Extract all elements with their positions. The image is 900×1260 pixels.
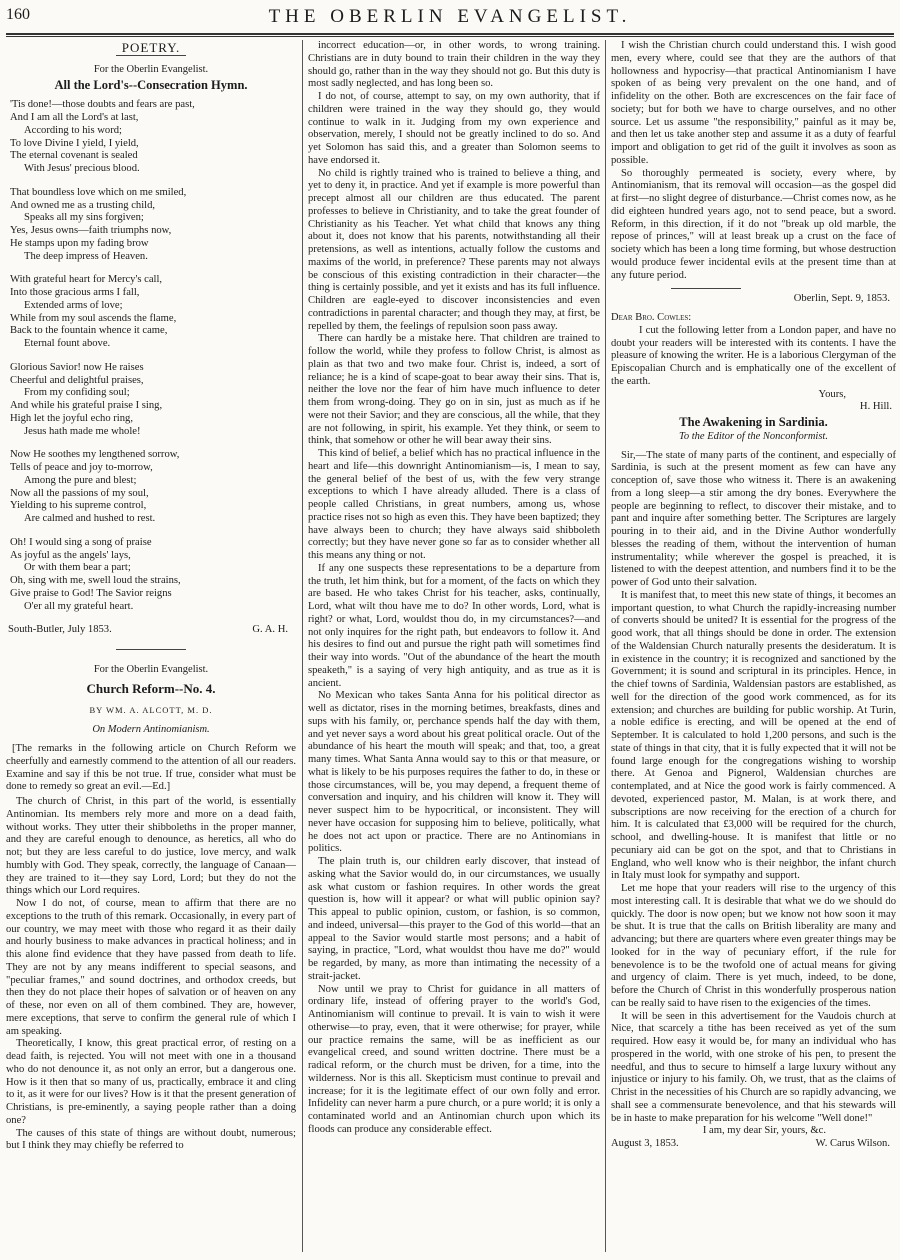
paragraph: It will be seen in this advertisement for the Vaudois church at Nice, that scarcely a tithe has been received as yet of the sum required. How easy it would be, for many an individual who has prospered in the world, with one stroke of his pen, to present the needful, and thus to secure to himself a large luxury without any injustice or injury to his family. Oh, we trust, that as the claims of Christ in the necessities of his Church are so rapidly advancing, we shall see a commensurate benevolence, and that his stewards will be in haste to make preparation for his welcome "Well done!" (611, 1010, 896, 1124)
poem-line: Back to the fountain whence it came, (10, 325, 168, 337)
poem-line: Speaks all my sins forgiven; (24, 212, 144, 224)
column-rule-1 (302, 40, 303, 1252)
poem-line: Glorious Savior! now He raises (10, 361, 144, 373)
essay-conclusion (611, 40, 896, 282)
paragraph: Now I do not, of course, mean to affirm that there are no exceptions to the truth of this remark. Occasionally, in every part of our country, we may meet with those who regard it as their daily and hourly business to make advances in practical holiness; and in this alone find evidence that they have passed from death to life. They are not by any means indifferent to special seasons, and "peculiar frames," and sound doctrines, and orthodox creeds, but then they do not place their hopes of salvation or of heaven on any of these, nor even on all of them combined. They are, however, mere exceptions, that serve to confirm the general rule of which I am speaking. (6, 898, 296, 1037)
poem-line: Are calmed and hushed to rest. (24, 513, 156, 524)
poem-stanza (6, 362, 296, 439)
poem-line: Oh! I would sing a song of praise (10, 536, 152, 548)
article-title: Church Reform--No. 4. (86, 680, 216, 696)
poem-line: Eternal fount above. (24, 338, 111, 349)
paragraph: Let me hope that your readers will rise to the urgency of this most interesting call. It is desirable that what we do we should do quickly. The door is now open; but we know not how soon it may be shut. It is true that the calls on British liberality are many and advancing; but there are quarters where even greater things may be looked for in the way of pecuniary effort, if the rule for benevolence is to be the twofold one of actual means for giving and urgency of claim. There is yet much, indeed, to be done, before the Church of Christ in this wonderfully prosperous nation can be really said to have risen to the exigencies of the times. (611, 883, 896, 1009)
paragraph: The causes of this state of things are without doubt, numerous; but I think they may chiefly be referred to (6, 1127, 296, 1152)
poem-line: O'er all my grateful heart. (24, 600, 134, 612)
sardinia-body (611, 450, 896, 1126)
poem-line: Or with them bear a part; (24, 562, 131, 574)
page-number: 160 (6, 6, 30, 23)
poem-line: The deep impress of Heaven. (24, 250, 148, 262)
salutation: Dear Bro. Cowles: (611, 312, 692, 323)
paragraph: The church of Christ, in this part of the world, is essentially Antinomian. Its members rely more and more on a dead faith, without works. They utter their shibboleths in the proper manner, and they are careful enough to denounce, as heretics, all who do not; but they are less careful to do justice, love mercy, and walk humbly with God. They speak, correctly, the language of Canaan—they are trained to it—they say Lord, Lord; but they do not the things which our Lord requires. (6, 796, 296, 897)
masthead (0, 0, 900, 36)
paragraph: I do not, of course, attempt to say, on my own authority, that if children were trained in the way they should go, they would continue to walk in it. Judging from my own experience and observation, merely, I should not be greatly inclined to do so. And yet Solomon has said this, and a greater than Solomon seems to have endorsed it. (308, 91, 600, 166)
poetry-heading: POETRY. (6, 42, 296, 55)
paragraph: There can hardly be a mistake here. That children are trained to follow the world, while they profess to follow Christ, is almost as plain as that two and two make four. Christ is, indeed, a sort of reliance; he is a kind of scape-goat to bear away their sins. That is, neither the love nor the fear of him have much influence to deter them from wrong-doing. They go on in sin, just as much as if he were not their Savior; and they are conscious, all the while, that they are not following, in spirit, his example. Yet they think, or seem to think, that somehow or other he will bear away their sins. (308, 333, 600, 447)
poem-place: South-Butler, July 1853. (8, 624, 112, 636)
journal-title: THE OBERLIN EVANGELIST. (268, 6, 632, 27)
column-1 (6, 40, 296, 1252)
paragraph: Theoretically, I know, this great practical error, of resting on a dead faith, is rejected. You will not meet with one in a thousand who do not denounce it, as not only an error, but a dangerous one. How is it then that so many of us, practically, embrace it and cling to it, as it were for our lives? How is it that the present generation of Christians, is pre-eminently, a saying people rather than a doing one? (6, 1038, 296, 1126)
poem-line: While from my soul ascends the flame, (10, 312, 177, 324)
poem-line: And while his grateful praise I sing, (10, 400, 163, 411)
poem-line: As joyful as the angels' lays, (10, 549, 131, 561)
paragraph: No child is rightly trained who is trained to believe a thing, and yet to deny it, in practice. And yet if example is more powerful than precept almost all our children are thus educated. The parent professes to believe in Christianity, and to take the great founder of Christianity as his Teacher. Yet what child that knows any thing about it, does not know that his parents, notwithstanding all their pretensions, as well as intentions, actually follow the customs and maxims of the world, in preference? These parents may not always be conscious of this existing contradiction in their character—the thing is certainly possible, and yet it exists and has its full influence. Children are eagle-eyed to discover inconsistencies and even contradictions in parental character; and though they may, at first, be repelled by them, the feelings of repulsion soon pass away. (308, 167, 600, 332)
poem-line: 'Tis done!—those doubts and fears are past, (10, 99, 195, 111)
letter-date: Oberlin, Sept. 9, 1853. (793, 293, 890, 305)
poem-line: And I am all the Lord's at last, (10, 112, 139, 123)
column-2 (308, 40, 600, 1252)
poem-stanza (6, 187, 296, 264)
poem (6, 99, 296, 613)
poem-line: High let the joyful echo ring, (10, 412, 133, 424)
poem-line: Now He soothes my lengthened sorrow, (10, 449, 180, 461)
paragraph: If any one suspects these representations to be a departure from the truth, let him think, but for a moment, of the facts on which they are based. He who takes Christ for his teacher, asks, continually, Lord, what wilt thou have me to do? In other words, Lord, what is right? or what, Lord, wouldst thou do, in my circumstances?—and not only inquires for the right path, but endeavors to follow it. And his desires to find out and pursue the right path will sometimes find their way into words. "Out of the abundance of the heart the mouth speaketh," is a saying of very high antiquity, and as true as it is ancient. (308, 562, 600, 689)
article-footer (611, 1138, 896, 1151)
poem-line: To love Divine I yield, I yield, (10, 137, 139, 149)
byline: BY WM. A. ALCOTT, M. D. (89, 704, 213, 715)
poem-line: And owned me as a trusting child, (10, 199, 156, 211)
poem-signature (6, 624, 296, 637)
column-3 (611, 40, 896, 1252)
paragraph: incorrect education—or, in other words, to wrong training. Christians are in duty bound to train their children in the way they should go, rather than in the way they should not go. But this duty is most sadly neglected, and has long been so. (308, 40, 600, 90)
poem-line: That boundless love which on me smiled, (10, 186, 187, 198)
poem-line: He stamps upon my fading brow (10, 237, 149, 249)
paragraph: The plain truth is, our children early discover, that instead of asking what the Savior would do, in our circumstances, we usually ask what custom or fashion requires. In other words the great question is, how will it appear? or what will public opinion say? This appeal to public opinion, custom, or fashion, is so common, and indeed, universal—this prayer to the God of this world—that an appeal to the Savior would startle most persons; and a habit of saying, in practice, "Lord, what wouldst thou have me do?" would be regarded, by many, as more than intimating the necessity of a strait-jacket. (308, 856, 600, 982)
poem-line: The eternal covenant is sealed (10, 150, 138, 162)
poem-stanza (6, 99, 296, 176)
poem-line: Tells of peace and joy to-morrow, (10, 462, 153, 473)
article-closing: I am, my dear Sir, yours, &c. (702, 1125, 826, 1137)
poem-title: All the Lord's--Consecration Hymn. (54, 77, 248, 92)
poem-line: Yielding to his supreme control, (10, 500, 147, 512)
paragraph: So thoroughly permeated is society, every where, by Antinomianism, that its removal will occasion—as the gospel did at first—no slight degree of disturbance.—Christ comes now, as he did eighteen hundred years ago, not to send peace, but a sword. Reform, in this direction, if it do not "break up old marble, the repose of princes," will at least break up a crust on the face of society which has been a long time forming, but whose destruction would produce fewer incidental evils at the present time than at any future period. (611, 167, 896, 281)
masthead-rule (6, 33, 894, 37)
poem-line: Now all the passions of my soul, (10, 487, 149, 499)
poem-line: With grateful heart for Mercy's call, (10, 274, 163, 286)
poem-line: Oh, sing with me, swell loud the strains, (10, 575, 181, 586)
paragraph: This kind of belief, a belief which has no practical influence in the heart and life—this downright Antinomianism—is, I mean to say, the general belief of the best of us, with the few very strange exceptions to which I have already alluded. There is a class of people called Christians, in great numbers, among us, whose practice rises not so high as even this. They have been baptized; they have always been to church; they have always said shibboleth correctly; but they have never gone so far as to consider whether all this means any thing or not. (308, 448, 600, 561)
poem-line: Into those gracious arms I fall, (10, 287, 140, 298)
sardinia-subtitle: To the Editor of the Nonconformist. (679, 430, 828, 442)
poem-stanza (6, 274, 296, 351)
article-subtitle: On Modern Antinomianism. (92, 724, 210, 736)
poem-line: With Jesus' precious blood. (24, 163, 140, 174)
poem-line: Extended arms of love; (24, 299, 123, 311)
letter-body: I cut the following letter from a London paper, and have no doubt your readers will be interested with its contents. I have the pleasure of knowing the writer. He is a laborious Clergyman of the Episcopalian Church and is emphatically one of the excellent of the earth. (611, 324, 896, 387)
article-credit: For the Oberlin Evangelist. (93, 664, 209, 675)
paragraph: Now until we pray to Christ for guidance in all matters of ordinary life, instead of offering prayer to the world's God, Antinomianism will continue to prevail. It is vain to wish it were otherwise—to pray, even, that it were otherwise; for prayer, while our practice remains the same, will be as inefficient as our evangelical creed, and sound written doctrine. There must be a radical reform, or the church must be driven, for a time, into the wilderness. Nor is this all. Skepticism must continue to prevail and increase; for it is the legitimate effect of our own folly and error. Infidelity can never harm a pure church, or a pure world; it is only a contaminated world and an Antinomian church upon which its floods can produce any considerable effect. (308, 983, 600, 1135)
paragraph: Sir,—The state of many parts of the continent, and especially of Sardinia, is such at the present moment as few can have any conception of, save those who witness it. There is an awakening from a long sleep—a stir among the dry bones. Everywhere the people are beginning to reflect, to discover their mistake, and to pant and inquire after something better. The Scriptures are largely pouring in to their aid, and in the Divine Author wonderfully blesses the reading of them, without the intervention of human instrumentality; while wherever the gospel is preached, it is listened to with the deepest attention, and numbers find it to be the power of God unto their salvation. (611, 449, 896, 588)
divider (671, 288, 741, 289)
poem-credit: For the Oberlin Evangelist. (93, 63, 209, 75)
poem-stanza (6, 449, 296, 526)
poem-line: According to his word; (24, 124, 122, 136)
paragraph: I wish the Christian church could understand this. I wish good men, every where, could see that they are the authors of that hollowness and hypocrisy—that practical Antinomianism I have spoken of as being very prevalent on the one hand, and of infidelity on the other. Both are excrescences on the fair face of society; but for both we have to charge ourselves, and no other source. Let us assume "the responsibility," painful as it may be, and then let us take another step and assume it as a duty of fearful import and obligation to get rid of the guilt it involves as soon as possible. (611, 40, 896, 166)
poem-line: Give praise to God! The Savior reigns (10, 587, 172, 599)
editor-note: [The remarks in the following article on Church Reform we cheerfully and earnestly commend to the attention of all our readers. Examine and say if this be not true. If true, consider what must be done to remedy so great an evil.—Ed.] (6, 743, 296, 793)
divider (116, 649, 186, 650)
poem-line: Among the pure and blest; (24, 474, 137, 486)
poem-line: Jesus hath made me whole! (24, 425, 141, 437)
column-rule-2 (605, 40, 606, 1252)
paragraph: It is manifest that, to meet this new state of things, it becomes an important question, to what Church the rapidly-increasing number of converts should be united? It is essential for the progress of the good work, that all things should be done in order. The extension of the Waldensian Church naturally presents the desideratum. It is in existence in the country; it is recognized and sanctioned by the Government; it is sound and scriptural in its principles. Hence, in the chief towns of Sardinia, Waldensian pastors are established, as well for the direction of the good work commenced, as for its extension; and churches are building for public worship. At Turin, a noble edifice is erecting, and will be opened at the end of September. It is calculated to hold 1,200 persons, and such is the state of things in that city, that it is fully expected that it will not be found large enough for the congregations wishing to worship there. At Genoa and Pignerol, Waldensian churches are contemplated, and at Nice the good work is fairly commenced. A devoted, experienced pastor, M. Malan, is at work there, and subscriptions are now receiving for the erection of a church for him. It is calculated that £3,000 will be required for the church, school, and dwelling-house. It is manifest that little or no pecuniary aid can be got on the spot, and that to Christians in England, who well know who is their neighbor, the infant church in Italy must look for sympathy and support. (611, 589, 896, 882)
letter-closing: Yours, (818, 388, 846, 400)
poem-line: Cheerful and delightful praises, (10, 374, 144, 386)
letter-signature: H. Hill. (859, 401, 892, 413)
poem-initials: G. A. H. (252, 624, 288, 636)
poem-line: Yes, Jesus owns—faith triumphs now, (10, 225, 172, 236)
paragraph: No Mexican who takes Santa Anna for his political director as well as dictator, rises in the morning betimes, breakfasts, dines and sups with his family, or, perchance spends half the day with them, and yet never says a word about his great political oracle. Out of the abundance of his heart the mouth will speak; and that, too, a great many times. What Santa Anna would say to this or that measure, or what is likely to be his purposes requires the father to do, in these or those circumstances, will be, you may depend, a frequent theme of conversation and inquiry, and his children will know it. They will never suspect him to be hypocritical, or inconsistent. They will never have occasion for supposing him to believe, politically, what he does not act upon or practice. There are no Antinomians in politics. (308, 690, 600, 855)
poem-stanza (6, 537, 296, 614)
article-body (6, 796, 296, 1153)
article-signature: W. Carus Wilson. (815, 1138, 890, 1149)
article-date: August 3, 1853. (611, 1138, 679, 1149)
poem-line: From my confiding soul; (24, 387, 130, 399)
sardinia-title: The Awakening in Sardinia. (679, 415, 828, 429)
